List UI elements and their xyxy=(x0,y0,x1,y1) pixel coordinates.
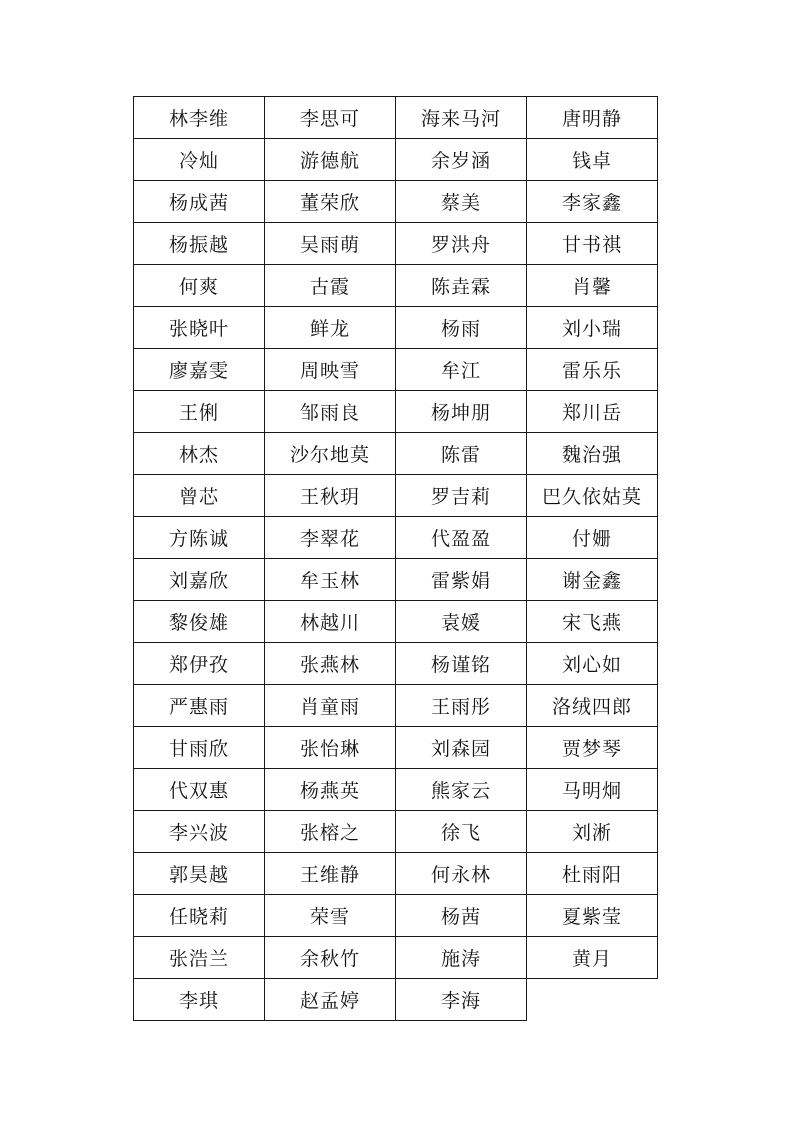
name-cell: 吴雨萌 xyxy=(265,223,396,265)
name-cell: 刘小瑞 xyxy=(527,307,658,349)
table-row xyxy=(134,307,658,349)
table-row xyxy=(134,937,658,979)
name-cell: 李思可 xyxy=(265,97,396,139)
table-row xyxy=(134,433,658,475)
name-cell: 杨振越 xyxy=(134,223,265,265)
table-row xyxy=(134,601,658,643)
name-cell: 荣雪 xyxy=(265,895,396,937)
name-cell: 夏紫莹 xyxy=(527,895,658,937)
table-row xyxy=(134,223,658,265)
name-cell: 廖嘉雯 xyxy=(134,349,265,391)
name-cell: 董荣欣 xyxy=(265,181,396,223)
name-cell: 杨雨 xyxy=(396,307,527,349)
name-cell: 牟玉林 xyxy=(265,559,396,601)
name-cell: 唐明静 xyxy=(527,97,658,139)
table-row xyxy=(134,727,658,769)
name-cell: 李海 xyxy=(396,979,527,1021)
name-cell: 雷紫娟 xyxy=(396,559,527,601)
table-row xyxy=(134,475,658,517)
name-cell: 代盈盈 xyxy=(396,517,527,559)
name-cell: 巴久依姑莫 xyxy=(527,475,658,517)
name-cell: 杜雨阳 xyxy=(527,853,658,895)
table-row xyxy=(134,265,658,307)
name-cell: 刘森园 xyxy=(396,727,527,769)
name-cell: 曾芯 xyxy=(134,475,265,517)
name-cell: 邹雨良 xyxy=(265,391,396,433)
table-row xyxy=(134,769,658,811)
name-cell: 黎俊雄 xyxy=(134,601,265,643)
name-cell: 雷乐乐 xyxy=(527,349,658,391)
name-cell: 袁媛 xyxy=(396,601,527,643)
name-cell: 洛绒四郎 xyxy=(527,685,658,727)
table-row xyxy=(134,811,658,853)
table-row xyxy=(134,853,658,895)
name-cell: 何爽 xyxy=(134,265,265,307)
name-cell: 游德航 xyxy=(265,139,396,181)
name-cell: 林李维 xyxy=(134,97,265,139)
table-row xyxy=(134,979,658,1021)
name-cell: 甘雨欣 xyxy=(134,727,265,769)
name-cell: 陈雷 xyxy=(396,433,527,475)
name-cell: 任晓莉 xyxy=(134,895,265,937)
name-cell: 杨燕英 xyxy=(265,769,396,811)
table-row xyxy=(134,643,658,685)
name-cell xyxy=(527,979,658,1021)
name-cell: 付姗 xyxy=(527,517,658,559)
name-cell: 陈垚霖 xyxy=(396,265,527,307)
table-row xyxy=(134,517,658,559)
name-cell: 沙尔地莫 xyxy=(265,433,396,475)
name-cell: 杨坤朋 xyxy=(396,391,527,433)
name-cell: 李兴波 xyxy=(134,811,265,853)
table-row xyxy=(134,895,658,937)
name-cell: 王维静 xyxy=(265,853,396,895)
table-row xyxy=(134,559,658,601)
name-cell: 张怡琳 xyxy=(265,727,396,769)
name-cell: 余岁涵 xyxy=(396,139,527,181)
name-cell: 贾梦琴 xyxy=(527,727,658,769)
name-cell: 牟江 xyxy=(396,349,527,391)
name-cell: 方陈诚 xyxy=(134,517,265,559)
name-cell: 徐飞 xyxy=(396,811,527,853)
name-cell: 魏治强 xyxy=(527,433,658,475)
table-row xyxy=(134,97,658,139)
name-cell: 蔡美 xyxy=(396,181,527,223)
name-cell: 罗吉莉 xyxy=(396,475,527,517)
name-table xyxy=(133,96,658,1021)
name-cell: 张榕之 xyxy=(265,811,396,853)
name-cell: 海来马河 xyxy=(396,97,527,139)
name-cell: 刘心如 xyxy=(527,643,658,685)
name-cell: 甘书祺 xyxy=(527,223,658,265)
name-cell: 代双惠 xyxy=(134,769,265,811)
name-cell: 黄月 xyxy=(527,937,658,979)
name-cell: 王秋玥 xyxy=(265,475,396,517)
name-cell: 郑川岳 xyxy=(527,391,658,433)
name-cell: 钱卓 xyxy=(527,139,658,181)
name-table-body xyxy=(134,97,658,1021)
name-cell: 熊家云 xyxy=(396,769,527,811)
name-cell: 杨成茜 xyxy=(134,181,265,223)
name-cell: 杨谨铭 xyxy=(396,643,527,685)
table-row xyxy=(134,181,658,223)
name-cell: 余秋竹 xyxy=(265,937,396,979)
name-cell: 冷灿 xyxy=(134,139,265,181)
name-cell: 郑伊孜 xyxy=(134,643,265,685)
name-cell: 杨茜 xyxy=(396,895,527,937)
table-row xyxy=(134,349,658,391)
name-cell: 肖童雨 xyxy=(265,685,396,727)
table-row xyxy=(134,139,658,181)
name-cell: 李琪 xyxy=(134,979,265,1021)
name-cell: 古霞 xyxy=(265,265,396,307)
name-cell: 肖馨 xyxy=(527,265,658,307)
table-row xyxy=(134,391,658,433)
name-cell: 林杰 xyxy=(134,433,265,475)
name-cell: 宋飞燕 xyxy=(527,601,658,643)
name-cell: 王俐 xyxy=(134,391,265,433)
name-cell: 严惠雨 xyxy=(134,685,265,727)
name-cell: 张燕林 xyxy=(265,643,396,685)
name-cell: 李家鑫 xyxy=(527,181,658,223)
name-cell: 郭昊越 xyxy=(134,853,265,895)
name-cell: 张晓叶 xyxy=(134,307,265,349)
name-cell: 罗洪舟 xyxy=(396,223,527,265)
name-cell: 周映雪 xyxy=(265,349,396,391)
table-row xyxy=(134,685,658,727)
name-cell: 鲜龙 xyxy=(265,307,396,349)
name-cell: 刘嘉欣 xyxy=(134,559,265,601)
name-cell: 马明炯 xyxy=(527,769,658,811)
name-cell: 张浩兰 xyxy=(134,937,265,979)
name-cell: 王雨彤 xyxy=(396,685,527,727)
name-cell: 刘淅 xyxy=(527,811,658,853)
name-cell: 李翠花 xyxy=(265,517,396,559)
name-cell: 林越川 xyxy=(265,601,396,643)
name-cell: 赵孟婷 xyxy=(265,979,396,1021)
name-cell: 何永林 xyxy=(396,853,527,895)
name-cell: 谢金鑫 xyxy=(527,559,658,601)
name-cell: 施涛 xyxy=(396,937,527,979)
